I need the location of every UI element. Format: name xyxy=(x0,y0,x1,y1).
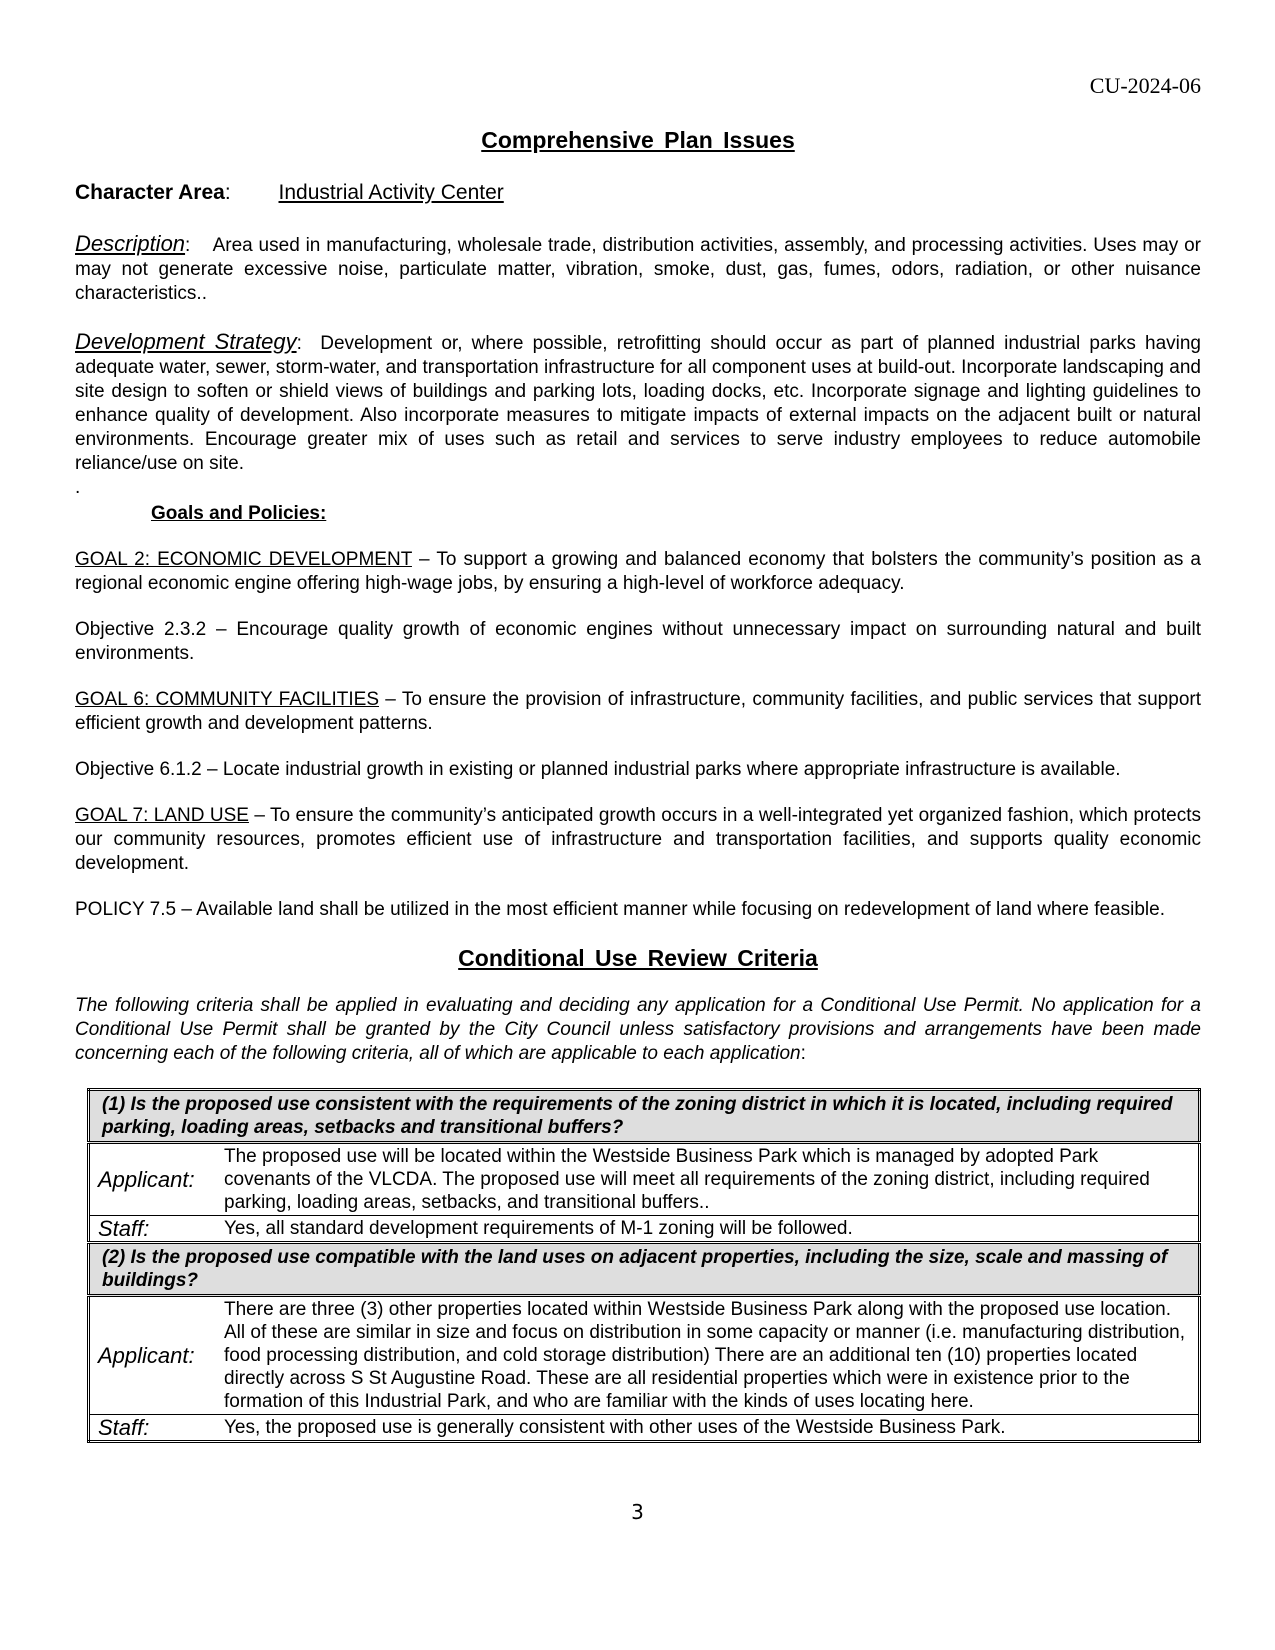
goal-7-label: GOAL 7: LAND USE xyxy=(75,805,249,826)
development-strategy-text: Development or, where possible, retrofitting should occur as part of planned industrial parks having adequate water, sewer, storm-water, and transportation infrastructure for all component uses at build-out. Incorporate landscaping and site design to soften or shield views of buildings and parking lots, loading docks, etc. Incorporate signage and lighting guidelines to enhance quality of development. Also incorporate measures to mitigate impacts of external impacts on the adjacent built or natural environments. Encourage greater mix of uses such as retail and services to serve industry employees to reduce automobile reliance/use on site. xyxy=(75,333,1202,474)
goal-6-paragraph xyxy=(75,688,1201,736)
applicant-label: Applicant: xyxy=(89,1296,211,1415)
staff-response: Yes, all standard development requirements of M-1 zoning will be followed. xyxy=(210,1216,1200,1243)
applicant-response: There are three (3) other properties located within Westside Business Park along with the proposed use location. All of these are similar in size and focus on distribution in some capacity or manner (i.e. manufacturing distribution, food processing distribution, and cold storage distribution) There are an additional ten (10) properties located directly across S St Augustine Road. These are all residential properties which were in existence prior to the formation of this Industrial Park, and who are familiar with the kinds of uses locating here. xyxy=(210,1296,1200,1415)
document-page xyxy=(75,128,1201,1443)
criteria-intro: The following criteria shall be applied in evaluating and deciding any application for a Conditional Use Permit. No application for a Conditional Use Permit shall be granted by the City Council unless satisfactory provisions and arrangements have been made concerning each of the following criteria, all of which are applicable to each application: xyxy=(75,995,1201,1064)
criterion-1-staff-row xyxy=(89,1216,1200,1243)
goal-2-text: – To support a growing and balanced economy that bolsters the community’s position as a regional economic engine offering high-wage jobs, by ensuring a high-level of workforce adequacy. xyxy=(75,549,1201,594)
criteria-intro-text: The following criteria shall be applied in evaluating and deciding any application for a Conditional Use Permit. No application for a Conditional Use Permit shall be granted by the City Council unless satisfactory provisions and arrangements have been made concerning each of the following criteria, all of which are applicable to each application xyxy=(75,995,1201,1064)
character-area-label: Character Area xyxy=(75,181,225,204)
criterion-2-applicant-row xyxy=(89,1296,1200,1415)
goal-6-label: GOAL 6: COMMUNITY FACILITIES xyxy=(75,689,379,710)
character-area-value: Industrial Activity Center xyxy=(278,181,504,204)
criterion-question: (2) Is the proposed use compatible with the land uses on adjacent properties, including the size, scale and massing of buildings? xyxy=(89,1243,1200,1296)
page-number: 3 xyxy=(631,1500,644,1524)
description-paragraph: Description: Area used in manufacturing, wholesale trade, distribution activities, assembly, and processing activities. Uses may or may not generate excessive noise, particulate matter, vibration, smoke, dust, gas, fumes, odors, radiation, or other nuisance characteristics.. xyxy=(75,231,1201,304)
goal-6-text: – To ensure the provision of infrastructure, community facilities, and public services that support efficient growth and development patterns. xyxy=(75,689,1201,734)
goal-7-paragraph xyxy=(75,804,1201,876)
objective-2-3-2: Objective 2.3.2 – Encourage quality growth of economic engines without unnecessary impact on surrounding natural and built environments. xyxy=(75,619,1201,664)
criteria-table xyxy=(87,1088,1201,1443)
goal-2-label: GOAL 2: ECONOMIC DEVELOPMENT xyxy=(75,549,412,570)
applicant-response: The proposed use will be located within the Westside Business Park which is managed by adopted Park covenants of the VLCDA. The proposed use will meet all requirements of the zoning district, including required parking, loading areas, setbacks, and transitional buffers.. xyxy=(210,1143,1200,1216)
goal-2-paragraph xyxy=(75,548,1201,596)
criterion-2-staff-row xyxy=(89,1415,1200,1442)
objective-6-1-2: Objective 6.1.2 – Locate industrial growth in existing or planned industrial parks where appropriate infrastructure is available. xyxy=(75,759,1121,780)
character-area-row: Character Area: Industrial Activity Center xyxy=(75,181,504,204)
development-strategy-label: Development Strategy xyxy=(75,329,297,354)
criterion-1-applicant-row xyxy=(89,1143,1200,1216)
applicant-label: Applicant: xyxy=(89,1143,211,1216)
criterion-2-question-row xyxy=(89,1243,1200,1296)
stray-dot: . xyxy=(75,477,81,498)
conditional-use-heading: Conditional Use Review Criteria xyxy=(458,945,818,971)
policy-7-5: POLICY 7.5 – Available land shall be utilized in the most efficient manner while focusing on redevelopment of land where feasible. xyxy=(75,899,1165,920)
case-number: CU-2024-06 xyxy=(1089,73,1201,98)
development-strategy-paragraph: Development Strategy: Development or, where possible, retrofitting should occur as part of planned industrial parks having adequate water, sewer, storm-water, and transportation infrastructure for all component uses at build-out. Incorporate landscaping and site design to soften or shield views of buildings and parking lots, loading docks, etc. Incorporate signage and lighting guidelines to enhance quality of development. Also incorporate measures to mitigate impacts of external impacts on the adjacent built or natural environments. Encourage greater mix of uses such as retail and services to serve industry employees to reduce automobile reliance/use on site. xyxy=(75,329,1202,474)
staff-label: Staff: xyxy=(89,1415,211,1442)
staff-response: Yes, the proposed use is generally consistent with other uses of the Westside Business Park. xyxy=(210,1415,1200,1442)
criterion-question: (1) Is the proposed use consistent with the requirements of the zoning district in which it is located, including required parking, loading areas, setbacks and transitional buffers? xyxy=(89,1090,1200,1143)
description-label: Description xyxy=(75,231,186,256)
staff-label: Staff: xyxy=(89,1216,211,1243)
comprehensive-plan-heading: Comprehensive Plan Issues xyxy=(481,127,795,153)
criterion-1-question-row xyxy=(89,1090,1200,1143)
goals-policies-heading: Goals and Policies: xyxy=(151,503,327,524)
description-text: Area used in manufacturing, wholesale trade, distribution activities, assembly, and processing activities. Uses may or may not generate excessive noise, particulate matter, vibration, smoke, dust, gas, fumes, odors, radiation, or other nuisance characteristics.. xyxy=(75,235,1201,304)
goal-7-text: – To ensure the community’s anticipated growth occurs in a well-integrated yet organized fashion, which protects our community resources, promotes efficient use of infrastructure and transportation facilities, and supports quality economic development. xyxy=(75,805,1201,874)
